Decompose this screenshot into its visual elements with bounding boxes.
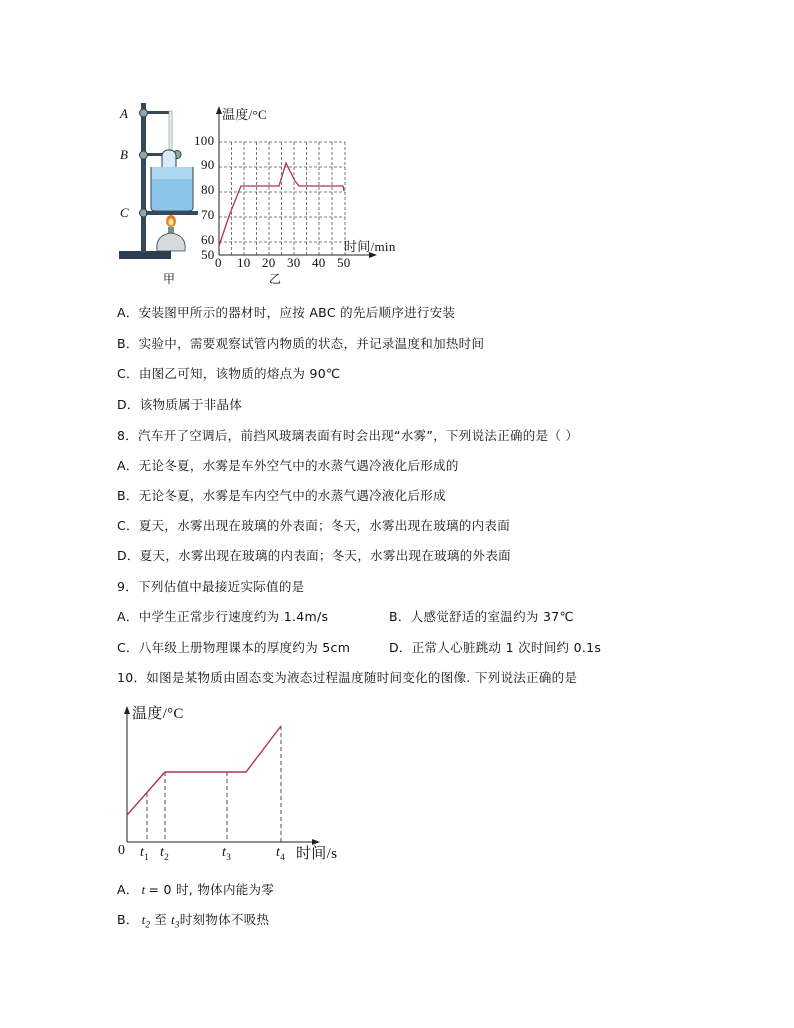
q9-option-c: C．八年级上册物理课本的厚度约为 5cm bbox=[117, 640, 351, 655]
caption-yi: 乙 bbox=[269, 272, 282, 286]
q10-option-b: B． $t_2$ 至 $t_3$时刻物体不吸热 bbox=[117, 912, 270, 930]
graph1-ytick-70: 70 bbox=[201, 207, 215, 222]
q7-option-d: D．该物质属于非晶体 bbox=[117, 397, 243, 412]
graph1-xtick-30: 30 bbox=[287, 255, 301, 270]
graph1-xtick-20: 20 bbox=[262, 255, 276, 270]
graph1-xlabel: 时间/min bbox=[344, 239, 396, 254]
graph1-xtick-10: 10 bbox=[237, 255, 251, 270]
graph2-tick-t4: $t_4$ bbox=[276, 845, 286, 862]
label-a: A bbox=[120, 106, 129, 121]
graph2-tick-t3: $t_3$ bbox=[222, 845, 232, 862]
q10-stem: 10．如图是某物质由固态变为液态过程温度随时间变化的图像. 下列说法正确的是 bbox=[117, 670, 578, 685]
label-b: B bbox=[120, 147, 129, 162]
graph1-xtick-0: 0 bbox=[215, 255, 222, 270]
q9-option-a: A．中学生正常步行速度约为 1.4m/s bbox=[117, 609, 329, 624]
q8-option-c: C．夏天，水雾出现在玻璃的外表面；冬天，水雾出现在玻璃的内表面 bbox=[117, 518, 511, 533]
graph1-ytick-100: 100 bbox=[194, 133, 215, 148]
caption-jia: 甲 bbox=[163, 272, 176, 286]
q9-option-d: D．正常人心脏跳动 1 次时间约 0.1s bbox=[389, 640, 602, 655]
q10-option-a: A． t = 0 时, 物体内能为零 bbox=[117, 882, 275, 897]
graph2-origin: 0 bbox=[118, 843, 126, 858]
q7-option-a: A．安装图甲所示的器材时，应按 ABC 的先后顺序进行安装 bbox=[117, 305, 456, 320]
q9-option-b: B．人感觉舒适的室温约为 37℃ bbox=[389, 609, 574, 624]
q7-option-b: B．实验中，需要观察试管内物质的状态，并记录温度和加热时间 bbox=[117, 336, 485, 351]
graph1-ylabel: 温度/°C bbox=[222, 107, 267, 122]
label-c: C bbox=[120, 205, 129, 220]
q9-stem: 9．下列估值中最接近实际值的是 bbox=[117, 579, 305, 594]
graph1-ytick-50: 50 bbox=[201, 247, 215, 262]
apparatus-figure bbox=[115, 95, 205, 285]
graph2-ylabel: 温度/°C bbox=[132, 706, 184, 722]
graph1-xtick-50: 50 bbox=[337, 255, 351, 270]
graph1-ytick-90: 90 bbox=[201, 157, 215, 172]
q8-stem: 8．汽车开了空调后，前挡风玻璃表面有时会出现“水雾”，下列说法正确的是（ ） bbox=[117, 428, 579, 443]
graph1-ytick-60: 60 bbox=[201, 232, 215, 247]
graph1-xtick-40: 40 bbox=[312, 255, 326, 270]
graph2-tick-t1: $t_1$ bbox=[140, 845, 150, 862]
q8-option-a: A．无论冬夏，水雾是车外空气中的水蒸气遇冷液化后形成的 bbox=[117, 458, 459, 473]
graph1-ytick-80: 80 bbox=[201, 182, 215, 197]
q8-option-d: D．夏天，水雾出现在玻璃的内表面；冬天，水雾出现在玻璃的外表面 bbox=[117, 548, 511, 563]
graph2-tick-t2: $t_2$ bbox=[160, 845, 170, 862]
graph2-xlabel: 时间/s bbox=[296, 846, 338, 862]
q8-option-b: B．无论冬夏，水雾是车内空气中的水蒸气遇冷液化后形成 bbox=[117, 488, 446, 503]
q7-option-c: C．由图乙可知，该物质的熔点为 90℃ bbox=[117, 366, 341, 381]
